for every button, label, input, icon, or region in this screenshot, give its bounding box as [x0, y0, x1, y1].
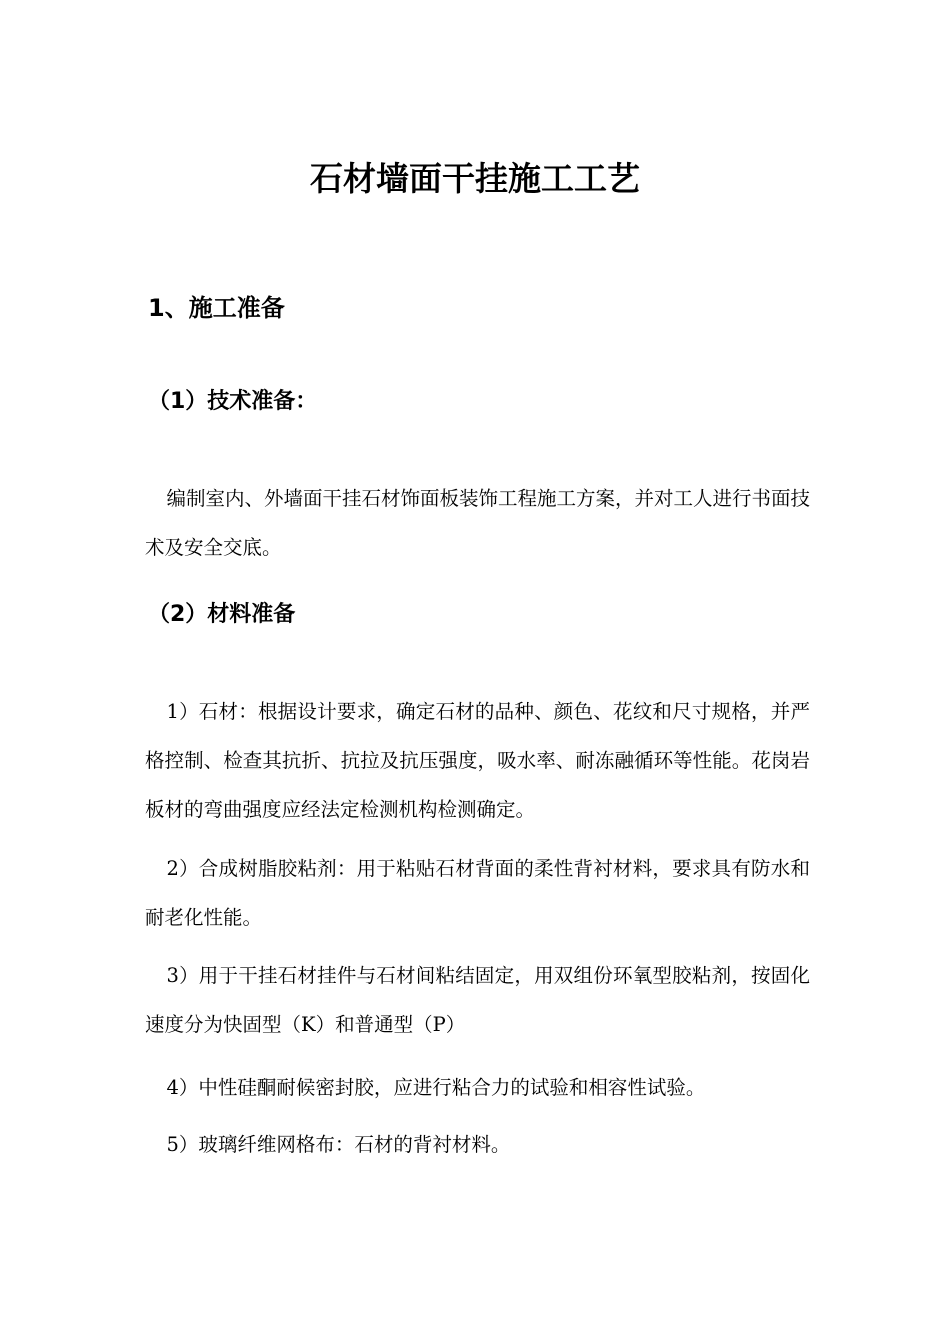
material-item-silicone-sealant: 4）中性硅酮耐候密封胶，应进行粘合力的试验和相容性试验。 — [166, 1076, 706, 1099]
material-item-stone: 1）石材：根据设计要求，确定石材的品种、颜色、花纹和尺寸规格，并严格控制、检查其抗折、抗拉及抗压强度，吸水率、耐冻融循环等性能。花岗岩板材的弯曲强度应经法定检测机构检测确定。 — [145, 700, 810, 821]
technical-preparation-paragraph: 编制室内、外墙面干挂石材饰面板装饰工程施工方案，并对工人进行书面技术及安全交底。 — [145, 487, 810, 559]
document-title: 石材墙面干挂施工工艺 — [310, 159, 640, 198]
material-item-resin-adhesive: 2）合成树脂胶粘剂：用于粘贴石材背面的柔性背衬材料，要求具有防水和耐老化性能。 — [145, 857, 810, 929]
subsection-heading-material-preparation: （2）材料准备 — [148, 602, 296, 627]
material-item-glass-fiber-mesh: 5）玻璃纤维网格布：石材的背衬材料。 — [166, 1133, 511, 1156]
subsection-heading-technical-preparation: （1）技术准备： — [148, 389, 318, 414]
section-heading-construction-preparation: 1、施工准备 — [148, 294, 285, 322]
material-item-epoxy-adhesive: 3）用于干挂石材挂件与石材间粘结固定，用双组份环氧型胶粘剂，按固化速度分为快固型（K）和普通型（P） — [145, 964, 810, 1036]
